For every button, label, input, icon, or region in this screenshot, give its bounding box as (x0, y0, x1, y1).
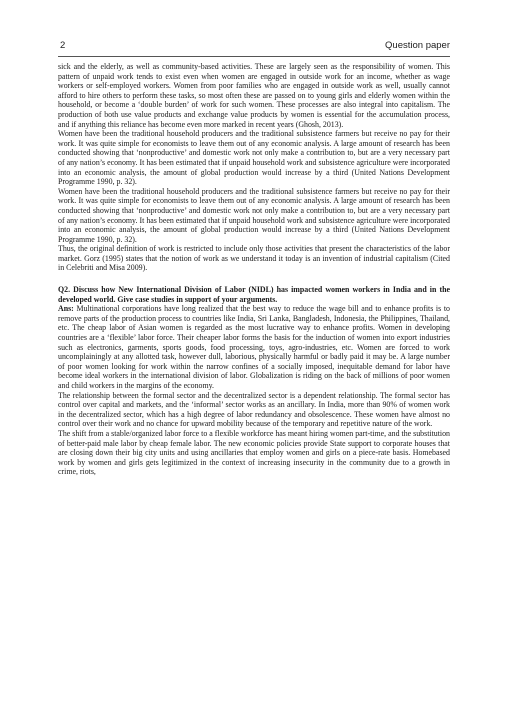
paragraph-definition-of-work: Thus, the original definition of work is restricted to include only those activities that present the characteristics of the labor market. Gorz (1995) states that the notion of work as we understand it today is an invention of industrial capitalism (Cited in Celebriti and Misa 2009). (58, 244, 450, 273)
paragraph-household-producers: Women have been the traditional household producers and the traditional subsistence farmers but receive no pay for their work. It was quite simple for economists to leave them out of any economic analysis. A large amount of research has been conducted showing that ‘nonproductive’ and domestic work not only make a contribution to, but are a very necessary part of any nation’s economy. It has been estimated that if unpaid household work and subsistence agriculture were incorporated into an economic analysis, the amount of global production would increase by a third (United Nations Development Programme 1990, p. 32). (58, 129, 450, 187)
page-number: 2 (60, 40, 66, 51)
paragraph-household-producers-repeat: Women have been the traditional household producers and the traditional subsistence farmers but receive no pay for their work. It was quite simple for economists to leave them out of any economic analysis. A large amount of research has been conducted showing that ‘nonproductive’ and domestic work not only make a contribution to, but are a very necessary part of any nation’s economy. It has been estimated that if unpaid household work and subsistence agriculture were incorporated into an economic analysis, the amount of global production would increase by a third (United Nations Development Programme 1990, p. 32). (58, 186, 450, 244)
paragraph-formal-decentralized: The relationship between the formal sector and the decentralized sector is a dependent relationship. The formal sector has control over capital and markets, and the ‘informal’ sector works as an ancillary. In India, more than 90% of women work in the decentralized sector, which has a high degree of labor redundancy and obsolescence. These women have almost no control over their work and no chance for upward mobility because of the temporary and repetitive nature of the work. (58, 390, 450, 429)
question-2-heading: Q2. Discuss how New International Division of Labor (NIDL) has impacted women workers in India and in the developed world. Give case studies in support of your arguments. (58, 285, 450, 304)
document-title: Question paper (385, 40, 450, 51)
page-header (58, 40, 450, 54)
answer-paragraph (58, 304, 450, 390)
header-divider (58, 56, 450, 57)
answer-text: Multinational corporations have long realized that the best way to reduce the wage bill and to enhance profits is to remove parts of the production process to countries like India, Sri Lanka, Bangladesh, Indonesia, the Philippines, Thailand, etc. The cheap labor of Asian women is regarded as the most lucrative way to enhance profits. Women in developing countries are a ‘flexible’ labor force. Their cheaper labor forms the basis for the induction of women into export industries such as electronics, garments, sports goods, food processing, toys, agro-industries, etc. Women are forced to work uncomplainingly at any allotted task, however dull, laborious, physically harmful or badly paid it may be. A large number of poor women looking for work within the narrow confines of a socially imposed, inequitable demand for labor have become ideal workers in the international division of labor. Globalization is riding on the back of millions of poor women and child workers in the margins of the economy. (58, 304, 450, 390)
paragraph-unpaid-work: sick and the elderly, as well as community-based activities. These are largely seen as the responsibility of women. This pattern of unpaid work tends to exist even when women are engaged in outside work for an income, whether as wage workers or self-employed workers. Women from poor families who are engaged in outside work as well, usually cannot afford to hire others to perform these tasks, so most often these are passed on to young girls and elderly women within the household, or become a ‘double burden’ of work for such women. These processes are also integral into capitalism. The production of both use value products and exchange value products by women is essential for the accumulation process, and if anything this reliance has become even more marked in recent years (Ghosh, 2013). (58, 62, 450, 129)
answer-label: Ans: (58, 304, 74, 314)
paragraph-flexible-workforce: The shift from a stable/organized labor force to a flexible workforce has meant hiring women part-time, and the substitution of better-paid male labor by cheap female labor. The new economic policies provide State support to corporate houses that are closing down their big city units and using ancillaries that employ women and girls on a piece-rate basis. Homebased work by women and girls gets legitimized in the context of increasing insecurity in the community due to a growth in crime, riots, (58, 428, 450, 477)
document-body (58, 62, 450, 477)
